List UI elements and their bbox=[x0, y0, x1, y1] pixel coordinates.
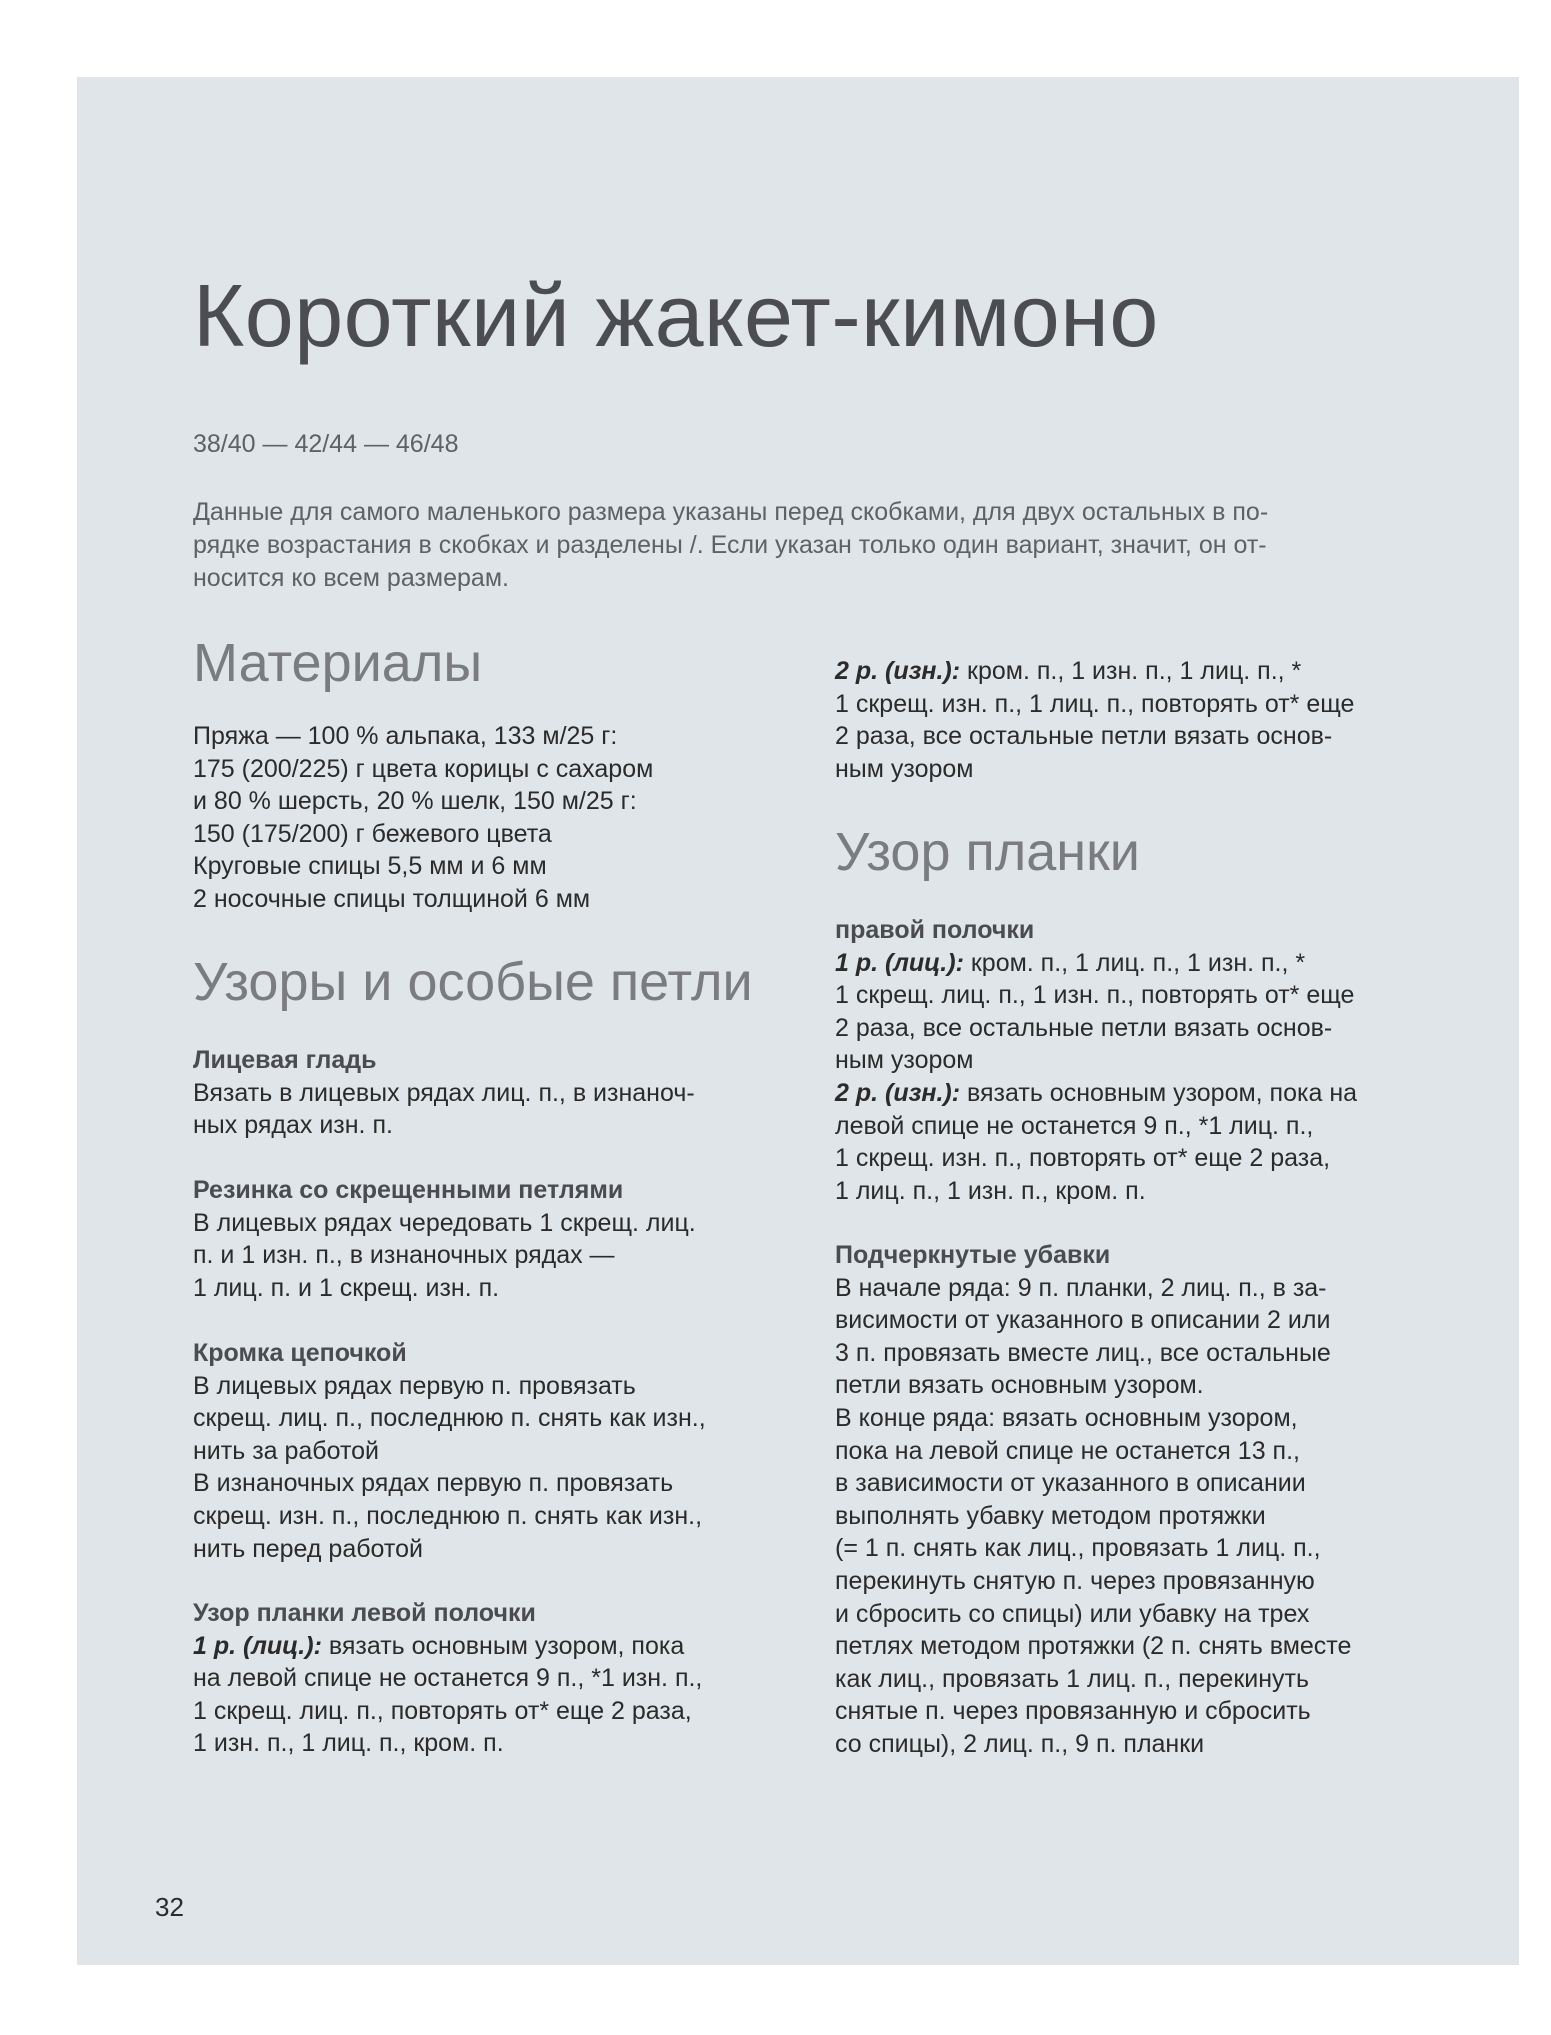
right-band-row2 bbox=[835, 1077, 1357, 1110]
decreases-line: снятые п. через провязанную и сбросить bbox=[835, 1697, 1311, 1726]
stockinette-section bbox=[193, 1044, 695, 1142]
chain-edge-line: В лицевых рядах первую п. провязать bbox=[193, 1371, 636, 1400]
row-text: вязать основным узором, пока на bbox=[960, 1078, 1358, 1107]
stockinette-title: Лицевая гладь bbox=[193, 1046, 377, 1074]
twisted-rib-line: В лицевых рядах чередовать 1 скрещ. лиц. bbox=[193, 1208, 696, 1237]
left-band-line: 1 скрещ. лиц. п., повторять от* еще 2 раза, bbox=[193, 1696, 692, 1725]
decreases-line: и сбросить со спицы) или убавку на трех bbox=[835, 1599, 1310, 1628]
decreases-line: В конце ряда: вязать основным узором, bbox=[835, 1403, 1298, 1432]
chain-edge-title: Кромка цепочкой bbox=[193, 1339, 407, 1367]
chain-edge-line: нить за работой bbox=[193, 1436, 380, 1465]
decreases-line: петлях методом протяжки (2 п. снять вместе bbox=[835, 1632, 1352, 1661]
materials-line: 175 (200/225) г цвета корицы с сахаром bbox=[193, 754, 654, 783]
band-pattern-heading: Узор планки bbox=[835, 822, 1140, 882]
materials-line: Круговые спицы 5,5 мм и 6 мм bbox=[193, 852, 547, 881]
materials-line: и 80 % шерсть, 20 % шелк, 150 м/25 г: bbox=[193, 787, 637, 816]
row-label: 1 р. (лиц.): bbox=[835, 948, 964, 977]
row-text: кром. п., 1 изн. п., 1 лиц. п., * bbox=[960, 657, 1302, 685]
decreases-line: перекинуть снятую п. через провязанную bbox=[835, 1566, 1315, 1595]
left-band-section bbox=[193, 1597, 702, 1760]
decreases-line: петли вязать основным узором. bbox=[835, 1371, 1204, 1400]
decreases-line: (= 1 п. снять как лиц., провязать 1 лиц. п., bbox=[835, 1534, 1321, 1563]
materials-line: 150 (175/200) г бежевого цвета bbox=[193, 819, 552, 848]
left-band-row1 bbox=[193, 1630, 702, 1663]
right-band-line: 1 скрещ. лиц. п., 1 изн. п., повторять от* еще bbox=[835, 981, 1355, 1010]
materials-list bbox=[193, 720, 653, 916]
right-band-title: правой полочки bbox=[835, 916, 1035, 944]
chain-edge-section bbox=[193, 1337, 706, 1565]
right-band-line: 1 скрещ. изн. п., повторять от* еще 2 раза, bbox=[835, 1144, 1331, 1173]
decreases-line: 3 п. провязать вместе лиц., все остальные bbox=[835, 1338, 1331, 1367]
left-band-title: Узор планки левой полочки bbox=[193, 1599, 536, 1627]
right-band-line: 2 раза, все остальные петли вязать основ- bbox=[835, 1013, 1333, 1042]
intro-line: Данные для самого маленького размера указаны перед скобками, для двух остальных в по- bbox=[193, 498, 1269, 526]
left-band-line: 2 раза, все остальные петли вязать основ- bbox=[835, 722, 1333, 751]
row-label: 2 р. (изн.): bbox=[835, 1078, 961, 1107]
right-band-line: левой спице не останется 9 п., *1 лиц. п., bbox=[835, 1111, 1314, 1140]
patterns-heading: Узоры и особые петли bbox=[193, 952, 753, 1012]
left-band-row2 bbox=[835, 655, 1354, 688]
chain-edge-line: скрещ. лиц. п., последнюю п. снять как изн., bbox=[193, 1404, 706, 1433]
chain-edge-line: В изнаночных рядах первую п. провязать bbox=[193, 1469, 674, 1498]
right-band-line: ным узором bbox=[835, 1046, 974, 1075]
decreases-line: висимости от указанного в описании 2 или bbox=[835, 1306, 1331, 1335]
decreases-line: со спицы), 2 лиц. п., 9 п. планки bbox=[835, 1729, 1205, 1758]
chain-edge-line: нить перед работой bbox=[193, 1534, 423, 1563]
row-label: 2 р. (изн.): bbox=[835, 657, 961, 685]
row-label: 1 р. (лиц.): bbox=[193, 1631, 322, 1660]
stockinette-line: Вязать в лицевых рядах лиц. п., в изнаноч- bbox=[193, 1078, 695, 1107]
right-band-section bbox=[835, 914, 1357, 1207]
chain-edge-line: скрещ. изн. п., последнюю п. снять как изн., bbox=[193, 1501, 703, 1530]
row-text: кром. п., 1 лиц. п., 1 изн. п., * bbox=[963, 948, 1306, 977]
twisted-rib-section bbox=[193, 1174, 696, 1304]
right-band-line: 1 лиц. п., 1 изн. п., кром. п. bbox=[835, 1176, 1146, 1205]
left-band-line: ным узором bbox=[835, 754, 974, 783]
right-band-row1 bbox=[835, 947, 1357, 980]
materials-line: 2 носочные спицы толщиной 6 мм bbox=[193, 884, 591, 913]
intro-line: носится ко всем размерам. bbox=[193, 564, 509, 592]
decreases-line: В начале ряда: 9 п. планки, 2 лиц. п., в за- bbox=[835, 1273, 1327, 1302]
page-title: Короткий жакет-кимоно bbox=[193, 266, 1159, 365]
decreases-line: как лиц., провязать 1 лиц. п., перекинуть bbox=[835, 1664, 1310, 1693]
materials-heading: Материалы bbox=[193, 633, 483, 693]
sizes-line: 38/40 — 42/44 — 46/48 bbox=[193, 430, 459, 458]
twisted-rib-line: п. и 1 изн. п., в изнаночных рядах — bbox=[193, 1241, 615, 1270]
left-band-line: 1 скрещ. изн. п., 1 лиц. п., повторять от* еще bbox=[835, 689, 1355, 718]
left-band-line: 1 изн. п., 1 лиц. п., кром. п. bbox=[193, 1729, 504, 1758]
decreases-title: Подчеркнутые убавки bbox=[835, 1241, 1111, 1269]
intro-paragraph bbox=[193, 496, 1393, 595]
decreases-line: пока на левой спице не останется 13 п., bbox=[835, 1436, 1300, 1465]
materials-line: Пряжа — 100 % альпака, 133 м/25 г: bbox=[193, 722, 618, 750]
left-band-line: на левой спице не останется 9 п., *1 изн. п., bbox=[193, 1664, 703, 1693]
row-text: вязать основным узором, пока bbox=[321, 1631, 685, 1660]
left-band-continued bbox=[835, 655, 1354, 785]
page-number: 32 bbox=[155, 1892, 184, 1922]
decreases-line: выполнять убавку методом протяжки bbox=[835, 1501, 1266, 1530]
intro-line: рядке возрастания в скобках и разделены /. Если указан только один вариант, значит, он от- bbox=[193, 531, 1267, 559]
decreases-section bbox=[835, 1239, 1351, 1761]
stockinette-line: ных рядах изн. п. bbox=[193, 1111, 393, 1140]
decreases-line: в зависимости от указанного в описании bbox=[835, 1469, 1306, 1498]
twisted-rib-title: Резинка со скрещенными петлями bbox=[193, 1176, 624, 1204]
twisted-rib-line: 1 лиц. п. и 1 скрещ. изн. п. bbox=[193, 1273, 500, 1302]
